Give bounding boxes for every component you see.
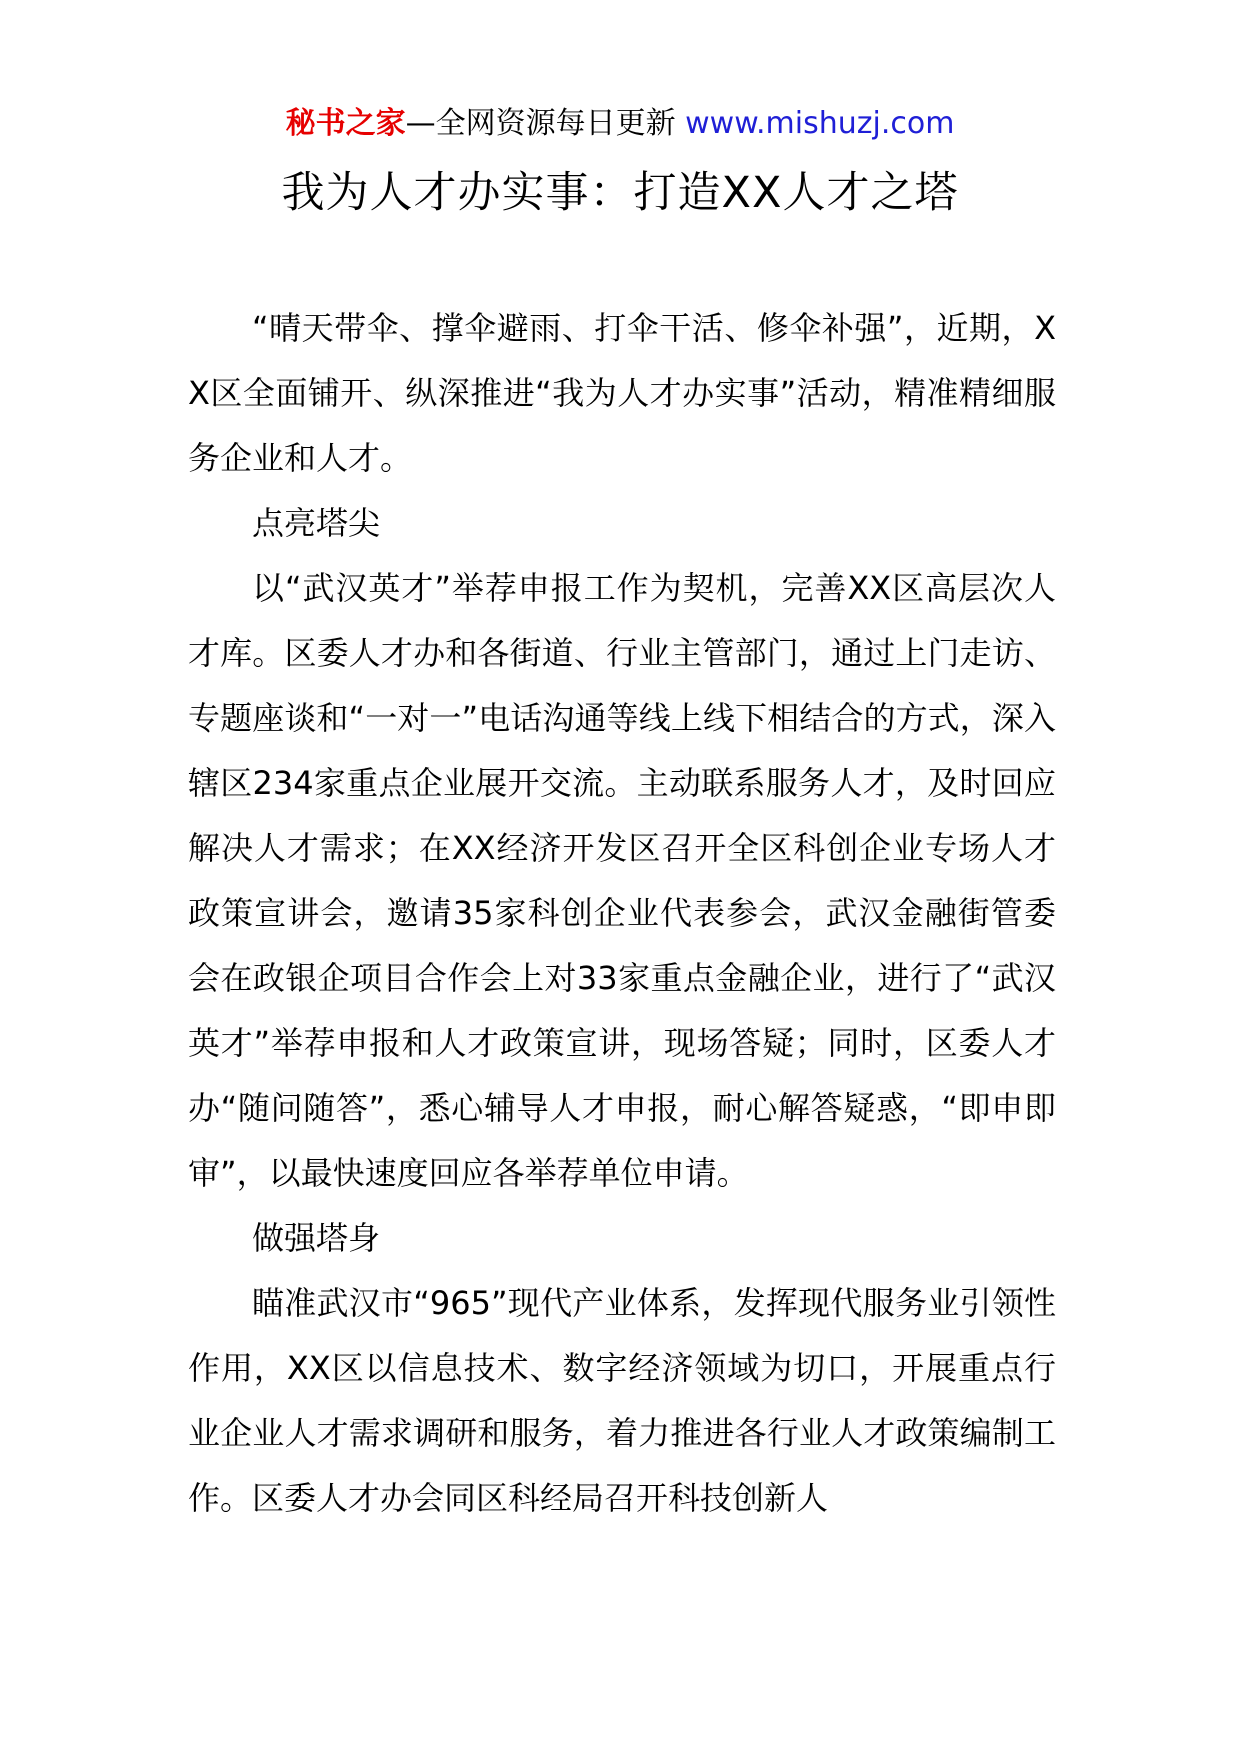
site-header [0, 104, 1240, 144]
site-brand: 秘书之家 [285, 106, 406, 141]
section-heading-1: 点亮塔尖 [252, 504, 381, 542]
site-tagline: —全网资源每日更新 [405, 106, 686, 141]
section-1-paragraph: 以“武汉英才”举荐申报工作为契机，完善XX区高层次人才库。区委人才办和各街道、行业主管部门，通过上门走访、专题座谈和“一对一”电话沟通等线上线下相结合的方式，深入辖区234家重点企业展开交流。主动联系服务人才，及时回应解决人才需求；在XX经济开发区召开全区科创企业专场人才政策宣讲会，邀请35家科创企业代表参会，武汉金融街管委会在政银企项目合作会上对33家重点金融企业，进行了“武汉英才”举荐申报和人才政策宣讲，现场答疑；同时，区委人才办“随问随答”，悉心辅导人才申报，耐心解答疑惑，“即申即审”，以最快速度回应各举荐单位申请。 [188, 569, 1056, 1192]
document-body [188, 296, 1056, 1531]
site-url-link[interactable]: www.mishuzj.com [685, 106, 955, 141]
document-title: 我为人才办实事：打造XX人才之塔 [281, 168, 959, 218]
section-heading-2: 做强塔身 [252, 1219, 381, 1257]
intro-paragraph: “晴天带伞、撑伞避雨、打伞干活、修伞补强”，近期，XX区全面铺开、纵深推进“我为人才办实事”活动，精准精细服务企业和人才。 [188, 309, 1056, 477]
section-2-paragraph: 瞄准武汉市“965”现代产业体系，发挥现代服务业引领性作用，XX区以信息技术、数字经济领域为切口，开展重点行业企业人才需求调研和服务，着力推进各行业人才政策编制工作。区委人才办会同区科经局召开科技创新人 [188, 1284, 1056, 1517]
